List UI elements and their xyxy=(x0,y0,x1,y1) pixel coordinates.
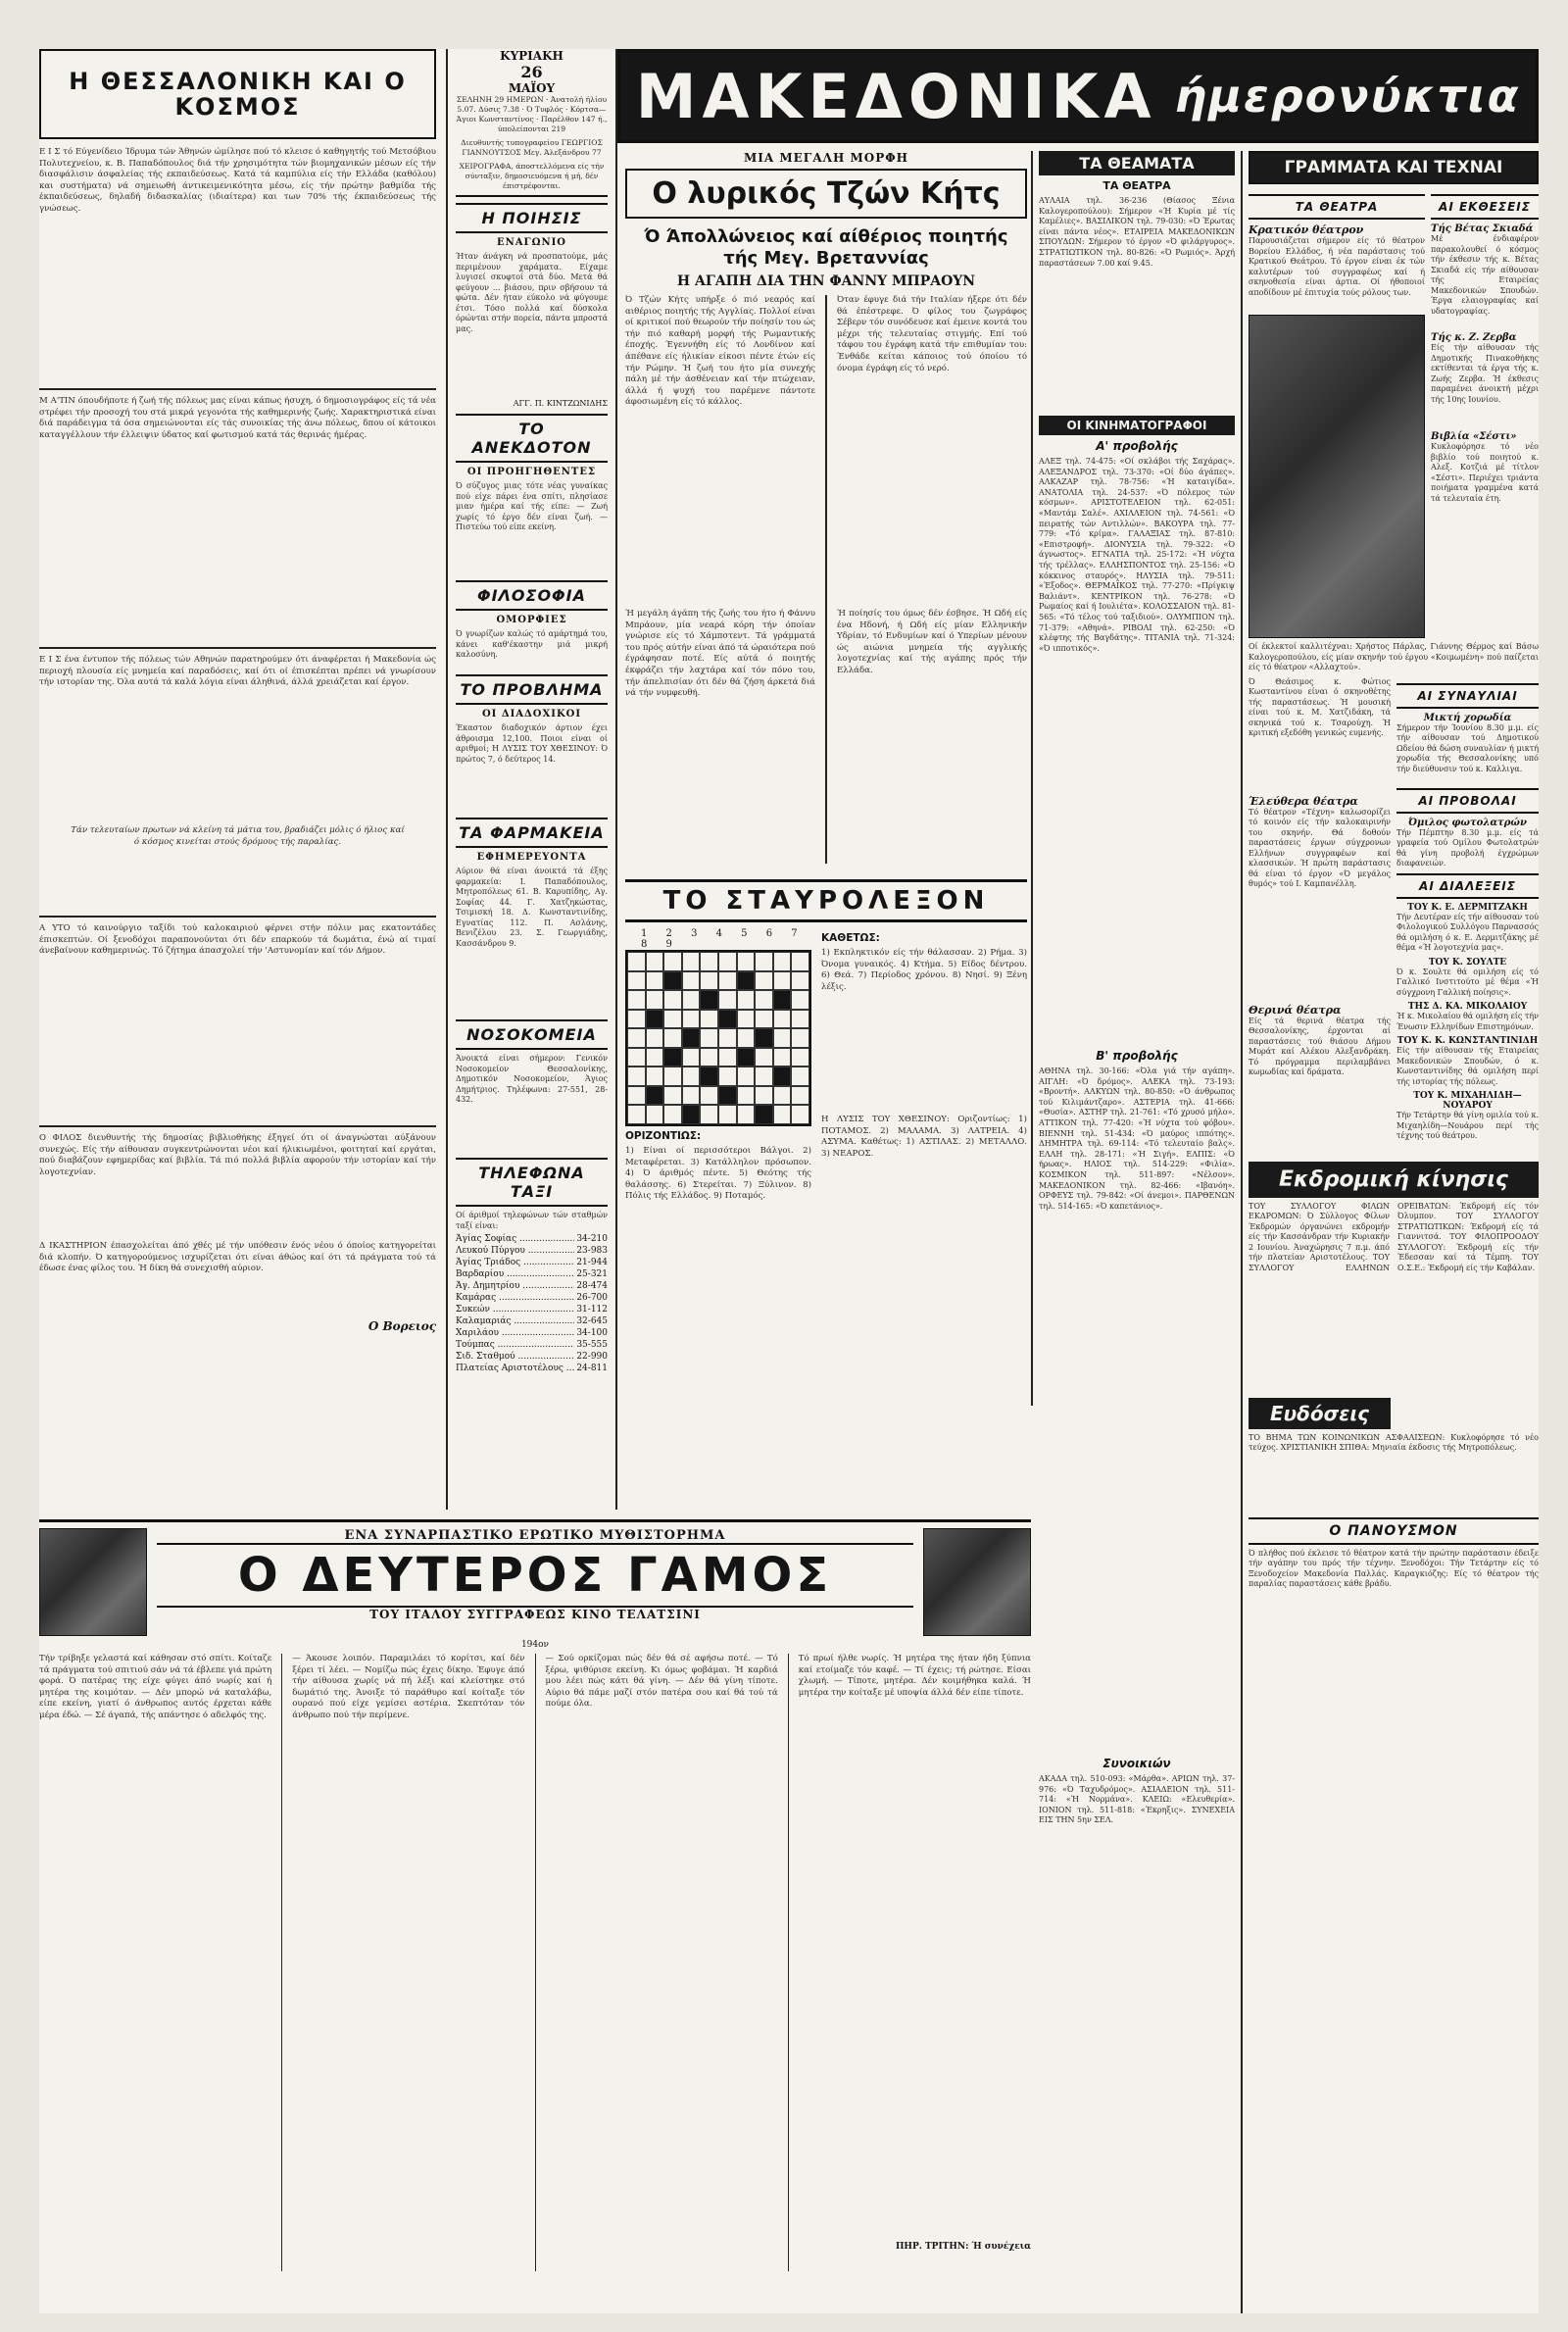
philosophy-text: Ό γνωρίζων καλώς τό αμάρτημά του, κάνει καθ'έκαστην μιά μικρή καλοσύνη. xyxy=(456,629,608,659)
exhibition-1-text: Μέ ένδιαφέρον παρακολουθεί ό κόσμος τήν έκθεσιν τής κ. Βέτας Σκιαδά είς τήν αίθουσαν τής Εταιρείας Μακεδονικών Σπουδών. Έργα ελαιογραφίας καί υδατογραφίας. xyxy=(1431,234,1539,316)
crossword-cell[interactable] xyxy=(755,1105,773,1124)
serial-illustration-left xyxy=(39,1528,147,1636)
spectacles-heading: ΤΑ ΘΕΑΜΑΤΑ xyxy=(1039,151,1235,175)
crossword-cell[interactable] xyxy=(663,971,682,991)
crossword-cell[interactable] xyxy=(773,1028,792,1048)
crossword-cell[interactable] xyxy=(700,971,718,991)
crossword-cell[interactable] xyxy=(718,1048,737,1067)
arts-left xyxy=(1249,188,1425,638)
calendar-info: ΣΕΛΗΝΗ 29 ΗΜΕΡΩΝ · Άνατολή ήλίου 5.07. Δύσις 7.38 · Ό Τυφλός · Κόρτσα—Άγιοι Κωνσταντίνος · Παρέλθον 147 ή., ύπολείπονται 219 xyxy=(456,95,608,133)
taxi-station: Τούμπας ..... xyxy=(456,1339,574,1351)
crossword-cell[interactable] xyxy=(646,1067,664,1086)
suburban-heading: Συνοικιών xyxy=(1102,1757,1171,1770)
lecture-text: Είς τήν αίθουσαν τής Εταιρείας Μακεδονικών Σπουδών, ό κ. Κωνσταντινίδης θά ομιλήση περί τής ιστορίας τής πόλεως. xyxy=(1396,1046,1539,1086)
crossword-cell[interactable] xyxy=(646,952,664,971)
taxi-station: Βαρδαρίου ..... xyxy=(456,1268,574,1280)
lecture-title: ΤΟΥ Κ. ΜΙΧΑΗΛΙΔΗ—ΝΟΥΑΡΟΥ xyxy=(1413,1091,1522,1111)
crossword-cell[interactable] xyxy=(737,1010,756,1029)
crossword-cell[interactable] xyxy=(773,1086,792,1106)
crossword-cell[interactable] xyxy=(755,990,773,1010)
taxi-number: 24-811 xyxy=(576,1364,608,1373)
crossword-cell[interactable] xyxy=(627,1086,646,1106)
keats-paragraph-2: Ή μεγάλη άγάπη τής ζωής του ήτο ή Φάννυ Μπράουν, μία νεαρά κόρη τήν όποίαν γνώρισε είς τό Χάμπστεντ. Τά γράμματά του πρός αύτήν είναι άπό τά ώραιότερα πού έγράφησαν ποτέ. Είς αύτά ό ποιητής έκφράζει τήν λαχτάρα καί τόν πόνο του, τήν άπελπισίαν ότι δέν θά ζήση άρκετά διά νά τήν νυμφευθή. xyxy=(625,609,815,699)
serial-column-rule xyxy=(281,1654,282,2271)
weekday: ΚΥΡΙΑΚΗ xyxy=(500,49,564,63)
state-theatre-text: Παρουσιάζεται σήμερον είς τό θέατρον Βορείου Ελλάδος, ή νέα παράστασις τού Κρατικού Θεάτρου. Τό έργον είναι έκ τών καλυτέρων τού συγγραφέως καί ή σκηνοθεσία είναι άρτια. Οί ήθοποιοί αποδίδουν μέ έπιτυχία τούς ρόλους των. xyxy=(1249,236,1425,297)
serial-author: ΤΟΥ ΙΤΑΛΟΥ ΣΥΓΓΡΑΦΕΩΣ ΚΙΝΟ ΤΕΛΑΤΣΙΝΙ xyxy=(157,1606,913,1621)
crossword-cell[interactable] xyxy=(718,1086,737,1106)
thessaloniki-article-3: Ε Ι Σ ένα έντυπον τής πόλεως τών Αθηνών παρατηρούμεν ότι άναφέρεται ή Μακεδονία ώς περιοχή πλουσία είς μνημεία καί παραδόσεις, καί ότι οί έπισκέπται πρέπει νά γνωρίσουν τήν ιστορίαν της. Όλα αυτά τά καλά λόγια είναι άληθινά, άλλά χρειάζεται καί έργον. xyxy=(39,655,436,688)
taxi-heading: ΤΗΛΕΦΩΝΑ ΤΑΞΙ xyxy=(456,1158,608,1207)
keats-paragraph-3: Όταν έφυγε διά τήν Ιταλίαν ήξερε ότι δέν θά έπέστρεφε. Ό φίλος του ζωγράφος Σέβερν τόν συνόδευσε καί έμεινε κοντά του μέχρι τής τελευταίας στιγμής. Επί τού τάφου του έγράφη κατά τήν επιθυμίαν του: Ένθάδε κείται κάποιος τού όποίου τό όνομα έγράφη είς τό νερό. xyxy=(837,295,1027,373)
taxi-station: Καμάρας ..... xyxy=(456,1292,574,1304)
theatres-listing: ΑΥΛΑΙΑ τηλ. 36-236 (Θίασος Ξένια Καλογεροπούλου): Σήμερον «Ή Κυρία μέ τίς Καμέλιες». ΒΑΣΙΛΙΚΟΝ τηλ. 79-030: «Ό Έρωτας είναι πάντα νέος». ΕΤΑΙΡΕΙΑ ΜΑΚΕΔΟΝΙΚΩΝ ΣΠΟΥΔΩΝ: Σήμερον τό έργον «Ό φιλάργυρος». ΣΤΡΑΤΙΩΤΙΚΟΝ τηλ. 80-826: «Ό Ρωμιός». Άρχή παραστάσεων 7.00 καί 9.45. xyxy=(1039,196,1235,268)
crossword-cell[interactable] xyxy=(627,1067,646,1086)
keats-column-rule xyxy=(825,295,827,864)
photo-caption: Οί έκλεκτοί καλλιτέχναι: Χρήστος Πάρλας, Γιάννης Θέρμος καί Βάσω Καλογεροπούλου, είς μίαν σκηνήν τού έργου «Κοιμωμένη» πού παίζεται είς τό θέατρον «Αλλαχτού». xyxy=(1249,642,1539,671)
crossword-cell[interactable] xyxy=(646,1048,664,1067)
keats-column-left xyxy=(625,295,815,864)
crossword-cell[interactable] xyxy=(627,990,646,1010)
taxi-row xyxy=(456,1292,608,1304)
thessaloniki-article-6: Δ ΙΚΑΣΤΗΡΙΟΝ έπασχολείται άπό χθές μέ τήν υπόθεσιν ένός νέου ό όποίος κατηγορείται διά κλοπήν. Ό κατηγορούμενος ισχυρίζεται ότι είναι άθώος καί ότι τά πράγματα τού τά έδωσε ένας φίλος του. Ή δίκη θά συνεχισθή αύριον. xyxy=(39,1241,436,1274)
crossword-cell[interactable] xyxy=(737,1067,756,1086)
crossword-cell[interactable] xyxy=(682,1086,701,1106)
crossword-cell[interactable] xyxy=(682,990,701,1010)
crossword-cell[interactable] xyxy=(791,1048,809,1067)
crossword-cell[interactable] xyxy=(663,990,682,1010)
taxi-station: Άγ. Δημητρίου ..... xyxy=(456,1280,574,1292)
arts-middle-left xyxy=(1249,677,1391,1154)
theatre-scene-photo xyxy=(1249,315,1425,638)
first-run-heading: Α' προβολής xyxy=(1096,439,1178,453)
taxi-number: 34-100 xyxy=(576,1328,608,1338)
excursions-heading: Εκδρομική κίνησις xyxy=(1249,1162,1539,1198)
masthead-banner xyxy=(617,49,1539,143)
state-theatre-text-2: Ό Θεάσιμος κ. Φώτιος Κωσταντίνου είναι ό σκηνοθέτης τής παραστάσεως. Ή μουσική είναι τού κ. Μ. Χατζιδάκη, τά σκηνικά τού κ. Τσαρούχη. Ή κριτική εξεδόθη γενικώς ευμενής. xyxy=(1249,676,1391,737)
thessaloniki-article-4: Α ΥΤΟ τό καινούργιο ταξίδι τού καλοκαιριού φέρνει στήν πόλιν μας εκατοντάδες έπισκεπτών. Οί ξενοδόχοι παραπονούνται ότι δέν επαρκούν τά δωμάτια, ένώ αί τιμαί άνεβαίνουν καθημερινώς. Τό ζήτημα άπασχολεί τήν 'Αστυνομίαν καί τόν Δήμον. xyxy=(39,923,436,957)
taxi-row xyxy=(456,1245,608,1257)
crossword-cell[interactable] xyxy=(791,1010,809,1029)
taxi-number: 28-474 xyxy=(576,1281,608,1291)
crossword-cell[interactable] xyxy=(627,971,646,991)
taxi-intro: Οί άριθμοί τηλεφώνων τών σταθμών ταξί είναι: xyxy=(456,1211,608,1230)
thessaloniki-poem: Τάν τελευταίων πρωτων νά κλείνη τά μάτια του, βραδιάζει μόλις ό ήλιος καί ό κόσμος κινείται στούς δρόμους τής παραλίας. xyxy=(71,825,405,847)
poetry-author: ΑΓΓ. Π. ΚΙΝΤΖΩΝΙΔΗΣ xyxy=(513,399,608,408)
taxi-number: 22-990 xyxy=(576,1352,608,1362)
taxi-number: 23-983 xyxy=(576,1246,608,1256)
crossword-cell[interactable] xyxy=(773,1010,792,1029)
day-number: 26 xyxy=(520,63,543,81)
crossword-cell[interactable] xyxy=(682,971,701,991)
taxi-number: 32-645 xyxy=(576,1316,608,1326)
crossword-cell[interactable] xyxy=(682,1010,701,1029)
crossword-cell[interactable] xyxy=(718,952,737,971)
keats-deck: Η ΑΓΑΠΗ ΔΙΑ ΤΗΝ ΦΑΝΝΥ ΜΠΡΑΟΥΝ xyxy=(676,273,976,289)
horizontal-clues: 1) Είναι οί περισσότεροι Βάλγοι. 2) Μεταφέρεται. 3) Κατάλληλον πρόσωπον. 4) Ό άριθμός πέντε. 5) Θεότης τής θαλάσσης. 6) Στερείται. 7) Ξύλινον. 8) Πόλις τής Ελλάδος. 9) Ποταμός. xyxy=(625,1146,811,1202)
taxi-number: 26-700 xyxy=(576,1293,608,1303)
taxi-row xyxy=(456,1327,608,1339)
serial-illustration-right xyxy=(923,1528,1031,1636)
crossword-cell[interactable] xyxy=(773,971,792,991)
problem-subheading: ΟΙ ΔΙΑΔΟΧΙΚΟΙ xyxy=(481,709,582,719)
serial-kicker: ΕΝΑ ΣΥΝΑΡΠΑΣΤΙΚΟ ΕΡΩΤΙΚΟ ΜΥΘΙΣΤΟΡΗΜΑ xyxy=(157,1528,913,1545)
hospitals-text: Άνοικτά είναι σήμερον: Γενικόν Νοσοκομείον Θεσσαλονίκης, Δημοτικόν Νοσοκομείον, Άγιος Δημήτριος. Τηλέφωνα: 27-551, 28-432. xyxy=(456,1054,608,1104)
serial-continued: ΠΗΡ. ΤΡΙΤΗΝ: Ή συνέχεια xyxy=(895,2242,1031,2252)
horizontal-heading: ΟΡΙΖΟΝΤΙΩΣ: xyxy=(625,1130,702,1142)
serial-paragraph-3: — Σού ορκίζομαι πώς δέν θά σέ αφήσω ποτέ. — Τό ξέρω, ψιθύρισε εκείνη. Κι όμως φοβάμαι. Ή καρδιά μου λέει πώς κάτι θά γίνη. — Δέν θά γίνη τίποτε. Αύριο θά πάμε μαζί στόν πατέρα σου καί θά τού τά πούμε όλα. xyxy=(545,1654,778,1710)
philosophy-heading: ΦΙΛΟΣΟΦΙΑ xyxy=(456,580,608,611)
crossword-cell[interactable] xyxy=(718,1067,737,1086)
crossword-cell[interactable] xyxy=(718,990,737,1010)
divider xyxy=(39,647,436,649)
crossword-cell[interactable] xyxy=(682,1028,701,1048)
crossword-numbers: 1 2 3 4 5 6 7 8 9 xyxy=(641,928,806,950)
info-sidebar xyxy=(456,49,608,1510)
publisher-info: Διευθυντής τυπογραφείου ΓΕΩΡΓΙΟΣ ΓΙΑΝΝΟΥΤΣΟΣ Μεγ. Άλεξάνδρου 77 xyxy=(461,138,603,157)
crossword-cell[interactable] xyxy=(791,952,809,971)
lectures-heading: ΑΙ ΔΙΑΛΕΞΕΙΣ xyxy=(1396,873,1539,899)
taxi-station: Συκεών ..... xyxy=(456,1304,574,1315)
exhibition-2-text: Είς τήν αίθουσαν τής Δημοτικής Πινακοθήκης εκτίθενται τά έργα τής κ. Ζωής Ζερβα. Ή έκθεσις παραμένει άνοικτή μέχρι τής 10ης Ιουνίου. xyxy=(1431,343,1539,404)
books-heading: Βιβλία «Σέστι» xyxy=(1431,431,1517,442)
column-rule xyxy=(615,49,617,1510)
arts-heading: ΓΡΑΜΜΑΤΑ ΚΑΙ ΤΕΧΝΑΙ xyxy=(1249,151,1539,184)
taxi-row xyxy=(456,1233,608,1245)
crossword-cell[interactable] xyxy=(791,1105,809,1124)
crossword-cell[interactable] xyxy=(791,1028,809,1048)
lectures-list xyxy=(1396,903,1539,1142)
keats-kicker: ΜΙΑ ΜΕΓΑΛΗ ΜΟΡΦΗ xyxy=(743,151,909,165)
keats-title: Ο λυρικός Τζών Κήτς xyxy=(625,169,1027,219)
crossword-cell[interactable] xyxy=(646,990,664,1010)
crossword-cell[interactable] xyxy=(755,971,773,991)
crossword-cell[interactable] xyxy=(737,971,756,991)
taxi-number: 35-555 xyxy=(576,1340,608,1350)
crossword-cell[interactable] xyxy=(700,1028,718,1048)
projections-heading: ΑΙ ΠΡΟΒΟΛΑΙ xyxy=(1396,788,1539,814)
taxi-station: Πλατείας Αριστοτέλους ..... xyxy=(456,1363,574,1374)
crossword-cell[interactable] xyxy=(663,1010,682,1029)
vertical-heading: ΚΑΘΕΤΩΣ: xyxy=(821,932,880,944)
newspaper-page xyxy=(39,49,1539,2313)
masthead-title: ΜΑΚΕΔΟΝΙΚΑ xyxy=(635,60,1157,132)
poetry-heading: Η ΠΟΙΗΣΙΣ xyxy=(456,203,608,233)
arts-top xyxy=(1249,188,1539,638)
serial-title: Ο ΔΕΥΤΕΡΟΣ ΓΑΜΟΣ xyxy=(237,1548,833,1603)
crossword-cell[interactable] xyxy=(627,1010,646,1029)
free-theatres-text: Τό θέατρον «Τέχνη» καλωσορίζει τό κοινόν είς τήν καλοκαιρινήν του σκηνήν. Θά δοθούν παραστάσεις έργων σύγχρονων Ελλήνων συγγραφέων καί κλασσικών. Ή πρώτη παράστασις θά είναι τό έργον «Ό μεγάλος θυμός» τού Ι. Καμπανέλλη. xyxy=(1249,807,1391,888)
crossword-cell[interactable] xyxy=(791,971,809,991)
summer-theatres-text: Είς τά θερινά θέατρα τής Θεσσαλονίκης, έρχονται αί παραστάσεις τού θιάσου Δήμου Μυράτ καί Αλέκου Αλεξανδράκη. Τό πρόγραμμα περιλαμβάνει κωμωδίας καί δράματα. xyxy=(1249,1016,1391,1076)
crossword-cell[interactable] xyxy=(627,952,646,971)
crossword-cell[interactable] xyxy=(755,1028,773,1048)
keats-article xyxy=(625,151,1027,1347)
crossword-cell[interactable] xyxy=(755,1067,773,1086)
taxi-row xyxy=(456,1257,608,1268)
taxi-station: Σιδ. Σταθμού ..... xyxy=(456,1351,574,1363)
taxi-row xyxy=(456,1304,608,1315)
poetry-subheading: ΕΝΑΓΩΝΙΟ xyxy=(496,237,567,248)
philosophy-subheading: ΟΜΟΡΦΙΕΣ xyxy=(496,615,567,625)
crossword-cell[interactable] xyxy=(718,1028,737,1048)
crossword-cell[interactable] xyxy=(737,1028,756,1048)
taxi-row xyxy=(456,1339,608,1351)
projections-text: Τήν Πέμπτην 8.30 μ.μ. είς τά γραφεία τού Ομίλου Φωτολατρών θά γίνη προβολή έγχρώμων διαφανειών. xyxy=(1396,827,1539,868)
concerts-text: Σήμερον τήν Ίουνίου 8.30 μ.μ. είς τήν αίθουσαν τού Δημοτικού Ωδείου θά δώση συναυλίαν ή μικτή χορωδία τής Θεσσαλονίκης υπό τήν διεύθυνσιν τού κ. Καλλιγα. xyxy=(1396,722,1539,773)
crossword-cell[interactable] xyxy=(627,1048,646,1067)
arts-column xyxy=(1249,151,1539,2313)
crossword-cell[interactable] xyxy=(737,952,756,971)
crossword-cell[interactable] xyxy=(718,1105,737,1124)
column-rule xyxy=(1031,151,1033,1406)
pahousmon-heading: Ο ΠΑΝΟΥΣΜΟΝ xyxy=(1249,1517,1539,1545)
pahousmon-text: Ό πλήθος πού έκλεισε τό θέατρον κατά τήν πρώτην παράστασιν έδειξε τήν αγάπην του πρός τήν τέχνην. Ξενοδόχοι: Τήν Τετάρτην είς τό Ξενοδοχείον Μακεδονία Παλλάς. Καραγκιόζης: Είς τό θέατρον τής παραλίας παραστάσεις κάθε βράδυ. xyxy=(1249,1548,1539,1589)
masthead-subtitle: ήμερονύκτια xyxy=(1174,70,1521,123)
books-text: Κυκλοφόρησε τό νέο βιβλίο τού ποιητού κ. Αλεξ. Κοτζιά μέ τίτλον «Σέστι». Περιέχει τριάντα ποιήματα γραμμένα κατά τά τελευταία έτη. xyxy=(1431,442,1539,503)
crossword-cell[interactable] xyxy=(718,1010,737,1029)
thessaloniki-article-1: Ε Ι Σ τό Εύγενίδειο Ίδρυμα τών Άθηνών ώμίλησε πού τό κλεισε ό καθηγητής τού Μετσόβιου Πολυτεχνείου, κ. Β. Παπαδόπουλος διά τήν χρησιμότητα τών βιομηχανικών μέσων είς τήν διασφάλισιν άσφαλείας τής εκπαιδεύσεως. Κατά τά καμπύλια είς τήν Ελλάδα (καθόλου) και συστήματα) νά σημειωθή άντικειμενικότητα μέσω, είς τήν πρώτην βαθμίδα τής έκπαιδεύσεως, δηλαδή διδασκαλίας (ιδιαίτερα) και των 70% τής έκπαιδεύσεως τής γνώσεως. xyxy=(39,147,436,214)
serial-paragraph-1: Τήν τρίβηξε γελαστά καί κάθησαν στό σπίτι. Κοίταζε τά πράγματα τού σπιτιού σάν νά τά έβλεπε γιά πρώτη φορά. Ό πατέρας της είχε φύγει άπό νωρίς καί ή μητέρα της κοιμόταν. — Δέν μπορώ νά καταλάβω, είπε εκείνη, γιατί ό άνθρωπος αυτός έρχεται κάθε μέρα έδώ. — Σέ άγαπά, τής απάντησε ό αδελφός της. xyxy=(39,1654,272,1720)
column-rule xyxy=(446,49,448,1510)
taxi-row xyxy=(456,1351,608,1363)
crossword-cell[interactable] xyxy=(755,952,773,971)
crossword-solution: Η ΛΥΣΙΣ ΤΟΥ ΧΘΕΣΙΝΟΥ: Οριζοντίως: 1) ΠΟΤΑΜΟΣ. 2) ΜΑΛΑΜΑ. 3) ΛΑΤΡΕΙΑ. 4) ΑΣΥΜΑ. Καθέτως: 1) ΑΣΤΙΛΑΣ. 2) ΜΕΤΑΛΛΟ. 3) ΝΕΑΡΟΣ. xyxy=(821,1115,1027,1159)
thessaloniki-signature: Ο Βορειος xyxy=(368,1319,436,1333)
theatres-subheading: ΤΑ ΘΕΑΤΡΑ xyxy=(1102,179,1171,192)
crossword-cell[interactable] xyxy=(773,952,792,971)
second-run-heading: Β' προβολής xyxy=(1096,1049,1178,1063)
crossword-clues-wrap xyxy=(821,928,1027,1203)
crossword-cell[interactable] xyxy=(737,1105,756,1124)
exhibitions-heading: ΑΙ ΕΚΘΕΣΕΙΣ xyxy=(1431,194,1539,220)
suburban-listing: ΑΚΑΔΑ τηλ. 510-093: «Μάρθα». ΑΡΙΩΝ τηλ. 37-976: «Ό Ταχυδρόμος». ΑΣΙΑΔΕΙΟΝ τηλ. 511-714: «Ή Νορμάνα». ΚΛΕΙΩ: «Ελευθερία». ΙΟΝΙΟΝ τηλ. 511-818: «Έκρηξις». ΣΥΝΕΧΕΙΑ ΕΙΣ ΤΗΝ 5ην ΣΕΛ. xyxy=(1039,1774,1235,1825)
crossword-cell[interactable] xyxy=(755,1048,773,1067)
serial-paragraph-2: — Άκουσε λοιπόν. Παραμιλάει τό κορίτσι, καί δέν ξέρει τί λέει. — Νομίζω πώς έχεις δίκηο. Έφυγε άπό τήν αίθουσα χωρίς νά πή λέξι καί κλείστηκε στό δωμάτιό της. Άνοιξε τό παράθυρο καί κοίταξε τόν ουρανό πού είχε γεμίσει αστέρια. Σκεπτόταν τόν άνθρωπο πού τήν περίμενε. xyxy=(292,1654,525,1720)
thessaloniki-column xyxy=(39,49,436,1510)
arts-theatre-heading: ΤΑ ΘΕΑΤΡΑ xyxy=(1249,194,1425,220)
crossword-cell[interactable] xyxy=(791,1086,809,1106)
serial-installment: 194ον xyxy=(520,1640,550,1650)
publications-text: ΤΟ ΒΗΜΑ ΤΩΝ ΚΟΙΝΩΝΙΚΩΝ ΑΣΦΑΛΙΣΕΩΝ: Κυκλοφόρησε τό νέο τεύχος. ΧΡΙΣΤΙΑΝΙΚΗ ΣΠΙΘΑ: Μηνιαία έκδοσις τής Μητροπόλεως. xyxy=(1249,1432,1539,1453)
crossword-cell[interactable] xyxy=(773,1048,792,1067)
crossword-cell[interactable] xyxy=(682,1067,701,1086)
crossword-cell[interactable] xyxy=(646,1105,664,1124)
taxi-row xyxy=(456,1268,608,1280)
concerts-heading: ΑΙ ΣΥΝΑΥΛΙΑΙ xyxy=(1396,683,1539,709)
serial-columns xyxy=(39,1654,1031,2271)
thessaloniki-article-5: Ο ΦΙΛΟΣ διευθυντής τής δημοσίας βιβλιοθήκης έξηγεί ότι οί άναγνώσται αύξάνουν συνεχώς. Είς τήν αίθουσαν συγκεντρώνονται νέοι καί ήλικιωμένοι, φοιτηταί καί εργάται, πού διαβάζουν εφημερίδας καί βιβλία. Τά πιό πολλά βιβλία αφορούν τήν ιστορίαν καί τήν λογοτεχνίαν. xyxy=(39,1133,436,1177)
serial-paragraph-4: Τό πρωί ήλθε νωρίς. Ή μητέρα της ήταν ήδη ξύπνια καί ετοίμαζε τόν καφέ. — Τί έχεις; τή ρώτησε. Είσαι χλωμή. — Τίποτε, μητέρα. Δέν κοιμήθηκα καλά. Ή μητέρα την κοίταξε μέ υποψία άλλά δέν είπε τίποτε. xyxy=(798,1654,1031,1698)
serial-novel xyxy=(39,1519,1031,2313)
crossword-grid-wrap xyxy=(625,928,811,1203)
keats-paragraph-1: Ό Τζών Κήτς υπήρξε ό πιό νεαρός καί αιθέριος ποιητής τής Αγγλίας. Πολλοί είναι οί κριτικοί πού θεωρούν τήν ποίησίν του ώς τήν πιό καθαρή μορφή τής Ρωμαντικής έποχής. Έγεννήθη είς τό Λονδίνον καί άπέθανε είς ήλικίαν είκοσι πέντε έτών είς τήν Ρώμην. Ή ζωή του ήτο μία συνεχής πάλη μέ τήν άσθένειαν καί τήν πτώχειαν, άλλά ή ψυχή του παρέμενε πάντοτε άφοσιωμένη είς τό κάλλος. xyxy=(625,295,815,408)
problem-text: Έκαστον διαδοχικόν άρτιον έχει άθροισμα 12,100. Ποιοι είναι οί αριθμοί; Η ΛΥΣΙΣ ΤΟΥ ΧΘΕΣΙΝΟΥ: Ό πρώτος 7, ό δεύτερος 14. xyxy=(456,723,608,764)
lecture-text: Τήν Τετάρτην θά γίνη ομιλία τού κ. Μιχαηλίδη—Νουάρου περί τής τέχνης τού θεάτρου. xyxy=(1396,1111,1539,1140)
problem-heading: ΤΟ ΠΡΟΒΛΗΜΑ xyxy=(456,674,608,705)
crossword-cell[interactable] xyxy=(646,971,664,991)
anecdote-text: Ό σύζυγος μιας τότε νέας γυναίκας πού είχε πάρει ένα σπίτι, πλησίασε μιαν ήμέρα καί τής είπε: — Ζωή χωρίς τό έργο δέν είναι ζωή. — Πιστεύω τού είπε εκείνη. xyxy=(456,481,608,531)
taxi-station: Άγίας Τριάδος ..... xyxy=(456,1257,574,1268)
crossword-cell[interactable] xyxy=(700,1105,718,1124)
cinemas-heading: ΟΙ ΚΙΝΗΜΑΤΟΓΡΑΦΟΙ xyxy=(1039,416,1235,435)
anecdote-subheading: ΟΙ ΠΡΟΗΓΗΘΕΝΤΕΣ xyxy=(466,467,597,477)
taxi-number: 25-321 xyxy=(576,1269,608,1279)
crossword-cell[interactable] xyxy=(755,1086,773,1106)
pharmacies-subheading: ΕΦΗΜΕΡΕΥΟΝΤΑ xyxy=(476,852,587,863)
arts-middle-right xyxy=(1396,677,1539,1154)
crossword-cell[interactable] xyxy=(755,1010,773,1029)
projections-title: Όμιλος φωτολατρών xyxy=(1408,817,1527,828)
keats-columns xyxy=(625,295,1027,864)
keats-column-right xyxy=(837,295,1027,864)
crossword-cell[interactable] xyxy=(682,1048,701,1067)
taxi-station: Άγίας Σοφίας ..... xyxy=(456,1233,574,1245)
pharmacies-heading: ΤΑ ΦΑΡΜΑΚΕΙΑ xyxy=(456,818,608,848)
serial-last-column xyxy=(799,1654,1031,2271)
crossword-cell[interactable] xyxy=(663,1067,682,1086)
lecture-title: ΤΟΥ Κ. Κ. ΚΩΝΣΤΑΝΤΙΝΙΔΗ xyxy=(1396,1036,1539,1046)
lecture-title: ΤΗΣ Δ. ΚΑ. ΜΙΚΟΛΑΙΟΥ xyxy=(1407,1002,1528,1012)
crossword-cell[interactable] xyxy=(791,1067,809,1086)
taxi-station: Λευκού Πύργου ..... xyxy=(456,1245,574,1257)
crossword-cell[interactable] xyxy=(627,1105,646,1124)
serial-column-rule xyxy=(788,1654,789,2271)
crossword-cell[interactable] xyxy=(646,1028,664,1048)
arts-right xyxy=(1431,188,1539,638)
poetry-text: Ήταν άνάγκη νά προσπατούμε, μάς περιμένουν χαράματα. Είχαμε λυγισεί σκυφτοί στά δύο. Μετά θά φεύγουν ... βιάσου, πριν σβήσουν τά φώτα. Δέν ήταν εύκολο νά φύγουμε έτσι. Τόσο πολλά καί δύσκολα όρώνται στήν πορεία, πάντα μπροστά μας. xyxy=(456,252,608,333)
crossword-cell[interactable] xyxy=(700,990,718,1010)
manuscripts-note: ΧΕΙΡΟΓΡΑΦΑ, άποστελλόμενα είς τήν σύνταξιν, δημοσιευόμενα ή μή, δέν έπιστρέφονται. xyxy=(459,162,605,190)
keats-subtitle: Ό Άπολλώνειος καί αίθέριος ποιητής τής Μεγ. Βρεταννίας xyxy=(644,226,1008,269)
crossword-cell[interactable] xyxy=(700,1010,718,1029)
crossword-cell[interactable] xyxy=(737,990,756,1010)
taxi-station: Χαριλάου ..... xyxy=(456,1327,574,1339)
serial-header xyxy=(39,1528,1031,1636)
crossword-cell[interactable] xyxy=(773,990,792,1010)
publications-heading: Ευδόσεις xyxy=(1249,1398,1391,1429)
taxi-row xyxy=(456,1363,608,1374)
column-rule xyxy=(1241,151,1243,2313)
vertical-clues: 1) Εκπληκτικόν είς τήν θάλασσαν. 2) Ρήμα. 3) Όνομα γυναικός. 4) Κτήμα. 5) Είδος δέντρου. 6) Θεά. 7) Περίοδος χρόνου. 8) Νησί. 9) Ξένη λέξις. xyxy=(821,948,1027,992)
crossword-cell[interactable] xyxy=(663,1086,682,1106)
crossword-body xyxy=(625,928,1027,1203)
arts-middle xyxy=(1249,677,1539,1154)
serial-title-block xyxy=(157,1528,913,1636)
serial-column-rule xyxy=(535,1654,536,2271)
second-run-listing: ΑΘΗΝΑ τηλ. 30-166: «Όλα γιά τήν αγάπη». ΑΙΓΛΗ: «Ό δρόμος». ΑΛΕΚΑ τηλ. 73-193: «Βροντή». ΑΛΚΥΩΝ τηλ. 80-850: «Ό άνθρωπος τού Κιλιμάντζαρο». ΑΣΤΕΡΙΑ τηλ. 41-666: «Θυσία». ΑΣΤΗΡ τηλ. 21-761: «Τό χρυσό μήλο». ΑΤΤΙΚΟΝ τηλ. 77-420: «Ή νύχτα τού φόβου». ΒΙΕΝΝΗ τηλ. 51-434: «Ό μαύρος ιππότης». ΔΗΜΗΤΡΑ τηλ. 69-114: «Τό τελευταίο βαλς». ΕΛΛΗ τηλ. 28-171: «Ή Σιγή». ΕΛΠΙΣ: «Ό ήρωας». ΗΛΙΟΣ τηλ. 514-229: «Φιλία». ΚΟΣΜΙΚΟΝ τηλ. 511-897: «Νέλσον». ΜΑΚΕΔΟΝΙΚΟΝ τηλ. 82-466: «Ιβανόη». ΟΡΦΕΥΣ τηλ. 79-842: «Οί άνεμοι». ΠΑΡΘΕΝΩΝ τηλ. 514-165: «Ό καπετάνιος». xyxy=(1039,1067,1235,1211)
anecdote-heading: ΤΟ ΑΝΕΚΔΟΤΟΝ xyxy=(456,414,608,463)
crossword-title: ΤΟ ΣΤΑΥΡΟΛΕΞΟΝ xyxy=(625,879,1027,922)
free-theatres-heading: Έλεύθερα θέατρα xyxy=(1249,794,1358,808)
thessaloniki-article-2: Μ Α'ΤΙΝ όπουδήποτε ή ζωή τής πόλεως μας είναι κάπως ήσυχη, ό δημοσιογράφος είς τά νέα στρέφει τήν προσοχή του στά μικρά γεγονότα τής καθημερινής ζωής. Χαρακτηριστικά είναι διά παράδειγμα τά όσα σημειώνονται είς τάς συνοικίας τής άνω πόλεως, δπου οί κάτοικοι καταγγέλλουν τήν έλλειψιν ύδατος καί φωτισμού κατά τάς θερινάς ήμέρας. xyxy=(39,396,436,440)
crossword-cell[interactable] xyxy=(773,1105,792,1124)
lecture-text: Ό κ. Σουλτε θά ομιλήση είς τό Γαλλικό Ινστιτούτο μέ θέμα «Ή σύγχρονη Γαλλική ποίησις». xyxy=(1396,967,1539,997)
excursions-text: ΤΟΥ ΣΥΛΛΟΓΟΥ ΦΙΛΩΝ ΕΚΔΡΟΜΩΝ: Ό Σύλλογος Φίλων Έκδρομών όργανώνει εκδρομήν είς τήν Κασσάνδραν τήν Κυριακήν 2 Ιουνίου. Άναχώρησις 7 π.μ. άπό τήν πλατείαν Αριστοτέλους. ΤΟΥ ΣΥΛΛΟΓΟΥ ΕΛΛΗΝΩΝ ΟΡΕΙΒΑΤΩΝ: Έκδρομή είς τόν Όλυμπον. ΤΟΥ ΣΥΛΛΟΓΟΥ ΣΤΡΑΤΙΩΤΙΚΩΝ: Έκδρομή είς τά Γιαννιτσά. ΤΟΥ ΦΙΛΟΠΡΟΟΔΟΥ ΣΥΛΛΟΓΟΥ: Έκδρομή είς τήν Έδεσσαν καί τά Τέμπη. ΤΟΥ Ο.Σ.Ε.: Έκδρομή είς τήν Καβάλαν. xyxy=(1249,1201,1539,1273)
concerts-title: Μικτή χορωδία xyxy=(1423,712,1512,723)
taxi-row xyxy=(456,1315,608,1327)
crossword-cell[interactable] xyxy=(700,952,718,971)
crossword-cell[interactable] xyxy=(663,1105,682,1124)
thessaloniki-title: Η ΘΕΣΣΑΛΟΝΙΚΗ ΚΑΙ Ο ΚΟΣΜΟΣ xyxy=(39,49,436,139)
theatres-column xyxy=(1039,151,1235,2307)
month: ΜΑΪΟΥ xyxy=(508,81,556,95)
crossword-section xyxy=(625,879,1027,1203)
date-box xyxy=(456,49,608,197)
state-theatre-heading: Κρατικόν θέατρον xyxy=(1249,223,1364,236)
lecture-text: Τήν Δευτέραν είς τήν αίθουσαν τού Φιλολογικού Συλλόγου Παρνασσός θά ομιλήση ό κ. Ε. Δερμιτζάκης μέ θέμα «Ή λογοτεχνία μας». xyxy=(1396,912,1539,952)
divider xyxy=(39,388,436,390)
crossword-cell[interactable] xyxy=(627,1028,646,1048)
taxi-number: 31-112 xyxy=(576,1305,608,1315)
crossword-cell[interactable] xyxy=(718,971,737,991)
first-run-listing: ΑΛΕΞ τηλ. 74-475: «Οί σκλάβοι τής Σαχάρας». ΑΛΕΞΑΝΔΡΟΣ τηλ. 73-370: «Οί δύο άγάπες». ΑΛΚΑΖΑΡ τηλ. 78-756: «Ή καταιγίδα». ΑΝΑΤΟΛΙΑ τηλ. 24-537: «Ό πόλεμος τών κόσμων». ΑΡΙΣΤΟΤΕΛΕΙΟΝ τηλ. 62-051: «Μαντάμ Σαλέ». ΑΧΙΛΛΕΙΟΝ τηλ. 74-561: «Ό πειρατής τών Αντιλλών». ΒΑΚΟΥΡΑ τηλ. 77-779: «Τό κρίμα». ΓΑΛΑΞΙΑΣ τηλ. 87-810: «Επιστροφή». ΔΙΟΝΥΣΙΑ τηλ. 79-322: «Ό άγνωστος». ΕΓΝΑΤΙΑ τηλ. 25-172: «Ή νύχτα τής τρέλλας». ΕΛΛΗΣΠΟΝΤΟΣ τηλ. 25-156: «Ό κόκκινος σταυρός». ΗΛΥΣΙΑ τηλ. 79-511: «Έξοδος». ΘΕΡΜΑΪΚΟΣ τηλ. 77-270: «Πρίγκιψ Βαλιάντ». ΚΕΝΤΡΙΚΟΝ τηλ. 76-278: «Ό Ρωμαίος καί ή Ιουλιέτα». ΚΟΛΟΣΣΑΙΟΝ τηλ. 81-565: «Τό τέλος τού ταξιδιού». ΟΛΥΜΠΙΟΝ τηλ. 71-379: «Αθηνά». ΡΙΒΟΛΙ τηλ. 62-250: «Ό κλέφτης τής Βαγδάτης». ΤΙΤΑΝΙΑ τηλ. 71-324: «Ό ιπποτικός». xyxy=(1039,457,1235,653)
hospitals-heading: ΝΟΣΟΚΟΜΕΙΑ xyxy=(456,1019,608,1050)
crossword-cell[interactable] xyxy=(646,1010,664,1029)
crossword-cell[interactable] xyxy=(663,1028,682,1048)
taxi-row xyxy=(456,1280,608,1292)
pharmacies-text: Αύριον θά είναι άνοικτά τά έξης φαρμακεία: Ι. Παπαδόπουλος, Μητροπόλεως 61. Β. Καρυπίδης, Αγ. Σοφίας 44. Γ. Χατζηκώστας, Τσιμισκή 18. Δ. Κωνσταντινίδης, Εγνατίας 112. Π. Ασλάνης, Βενιζέλου 23. Σ. Γεωργιάδης, Κασσάνδρου 9. xyxy=(456,867,608,948)
crossword-cell[interactable] xyxy=(700,1086,718,1106)
exhibition-2-title: Τής κ. Ζ. Ζερβα xyxy=(1431,332,1517,343)
lecture-title: ΤΟΥ Κ. Ε. ΔΕΡΜΙΤΖΑΚΗ xyxy=(1407,902,1528,913)
taxi-station: Καλαμαριάς ..... xyxy=(456,1315,574,1327)
keats-paragraph-4: Ή ποίησίς του όμως δέν έσβησε. Ή Ωδή είς ένα Ηδονή, ή Ωδή είς μίαν Ελληνικήν Υδρίαν, τό Ενδυμίων καί ό Υπερίων μένουν ώς αιώνια μνημεία τής αγγλικής λογοτεχνίας καί τής αγάπης πρός τήν Ελλάδα. xyxy=(837,609,1027,675)
crossword-cell[interactable] xyxy=(791,990,809,1010)
crossword-cell[interactable] xyxy=(773,1067,792,1086)
crossword-cell[interactable] xyxy=(700,1067,718,1086)
taxi-number: 34-210 xyxy=(576,1234,608,1244)
crossword-cell[interactable] xyxy=(646,1086,664,1106)
lecture-title: ΤΟΥ Κ. ΣΟΥΛΤΕ xyxy=(1428,957,1507,968)
taxi-number: 21-944 xyxy=(576,1258,608,1267)
divider xyxy=(39,916,436,918)
lecture-text: Ή κ. Μικολαίου θά ομιλήση είς τήν Ένωσιν Ελληνίδων Επιστημόνων. xyxy=(1396,1012,1539,1031)
exhibition-1-title: Τής Βέτας Σκιαδά xyxy=(1431,223,1534,234)
summer-theatres-heading: Θερινά θέατρα xyxy=(1249,1003,1342,1017)
crossword-cell[interactable] xyxy=(663,1048,682,1067)
crossword-cell[interactable] xyxy=(737,1086,756,1106)
crossword-cell[interactable] xyxy=(682,952,701,971)
crossword-cell[interactable] xyxy=(737,1048,756,1067)
crossword-grid[interactable] xyxy=(625,950,811,1126)
crossword-cell[interactable] xyxy=(682,1105,701,1124)
divider xyxy=(39,1125,436,1127)
crossword-cell[interactable] xyxy=(663,952,682,971)
taxi-list xyxy=(456,1233,608,1374)
crossword-cell[interactable] xyxy=(700,1048,718,1067)
